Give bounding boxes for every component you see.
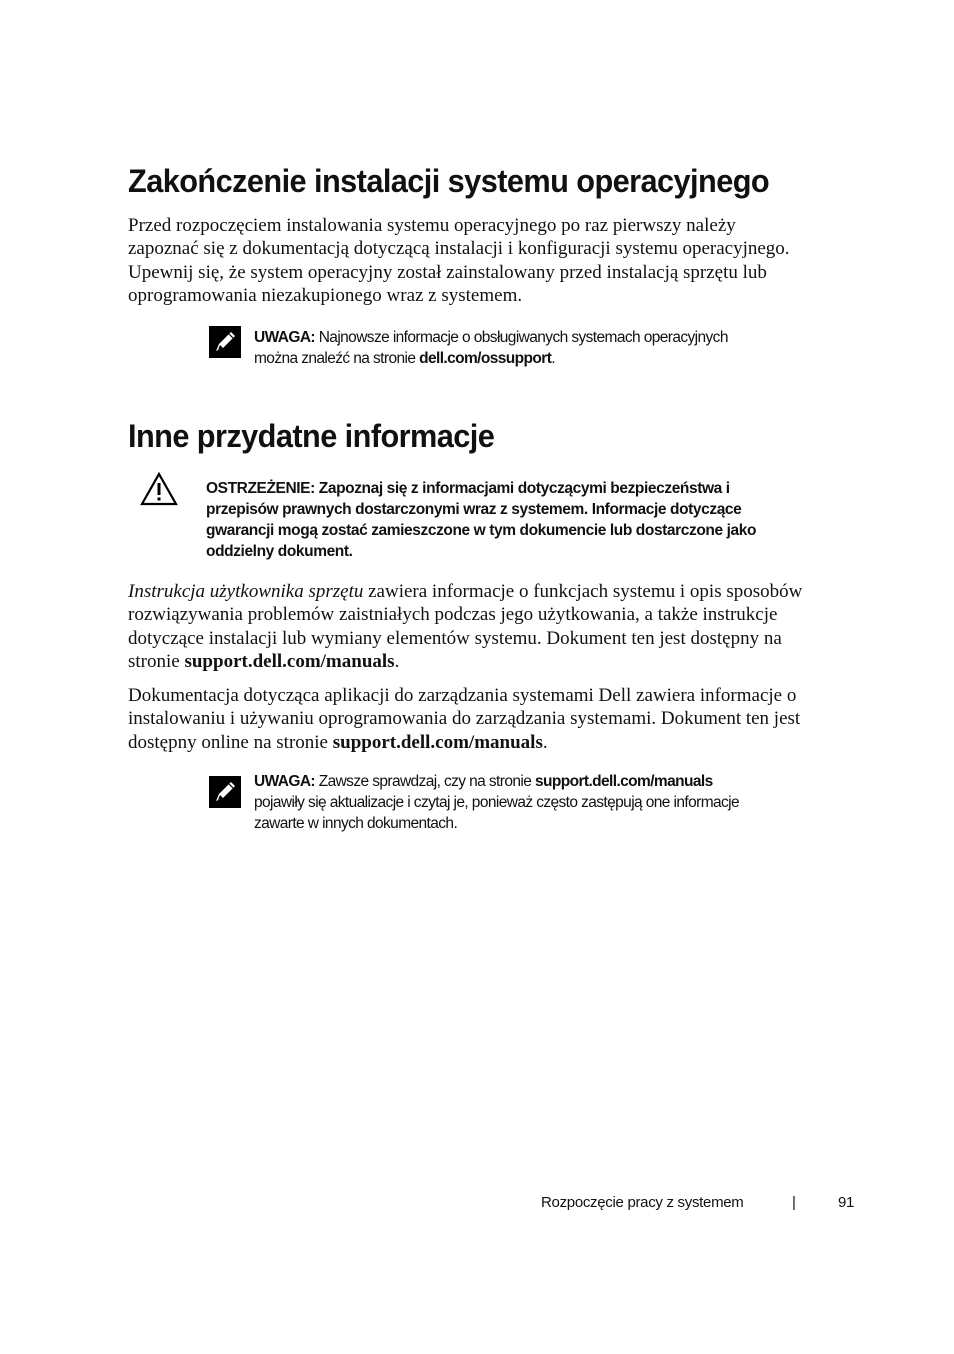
- note-label: UWAGA:: [254, 329, 315, 346]
- paragraph-line: oprogramowania niezakupionego wraz z systemem.: [128, 285, 523, 307]
- link-support-manuals[interactable]: support.dell.com/manuals: [332, 731, 543, 753]
- management-docs-paragraph: [128, 684, 860, 754]
- paragraph-line: Dokumentacja dotycząca aplikacji do zarządzania systemami Dell zawiera informacje o: [128, 685, 797, 706]
- paragraph-text: dostępny online na stronie: [128, 731, 333, 753]
- hardware-manual-paragraph: [128, 580, 860, 674]
- footer-separator: |: [792, 1194, 796, 1211]
- warning-line: OSTRZEŻENIE: Zapoznaj się z informacjami dotyczącymi bezpieczeństwa i: [206, 480, 730, 497]
- note-pencil-icon: [209, 326, 241, 358]
- warning-triangle-icon: [140, 472, 178, 506]
- note-line: zawarte w innych dokumentach.: [254, 815, 458, 832]
- note-pencil-icon: [209, 776, 241, 808]
- warning-line: oddzielny dokument.: [206, 543, 353, 560]
- paragraph-line: instalowaniu i używaniu oprogramowania do zarządzania systemami. Dokument ten jest: [128, 708, 801, 730]
- page-number: 91: [838, 1194, 855, 1211]
- paragraph-text: zawiera informacje o funkcjach systemu i opis sposobów: [363, 581, 803, 602]
- note-check-updates: [254, 771, 814, 834]
- manual-title: Instrukcja użytkownika sprzętu: [128, 581, 364, 602]
- note-text: Zawsze sprawdzaj, czy na stronie: [318, 773, 532, 790]
- note-text: .: [551, 350, 555, 367]
- section-heading-other-info: Inne przydatne informacje: [128, 418, 495, 454]
- footer-section-title: Rozpoczęcie pracy z systemem: [541, 1194, 744, 1211]
- paragraph-text: stronie: [128, 651, 185, 673]
- paragraph-line: zapoznać się z dokumentacją dotyczącą instalacji i konfiguracji systemu operacyjnego.: [128, 238, 790, 260]
- link-support-manuals[interactable]: support.dell.com/manuals: [534, 773, 713, 790]
- os-installation-paragraph: [128, 214, 860, 308]
- note-line: pojawiły się aktualizacje i czytaj je, ponieważ często zastępują one informacje: [254, 794, 740, 811]
- paragraph-line: Upewnij się, że system operacyjny został zainstalowany przed instalacją sprzętu lub: [128, 261, 767, 283]
- note-os-support: [254, 327, 814, 369]
- link-support-manuals[interactable]: support.dell.com/manuals: [184, 651, 395, 673]
- paragraph-line: rozwiązywania problemów zaistniałych podczas jego użytkowania, a także instrukcje: [128, 604, 778, 626]
- note-text: Najnowsze informacje o obsługiwanych systemach operacyjnych: [318, 329, 728, 346]
- section-heading-os-installation: Zakończenie instalacji systemu operacyjnego: [128, 163, 770, 199]
- warning-safety-info: [206, 478, 856, 562]
- note-text: można znaleźć na stronie: [254, 350, 416, 367]
- note-label: UWAGA:: [254, 773, 315, 790]
- paragraph-line: Przed rozpoczęciem instalowania systemu operacyjnego po raz pierwszy należy: [128, 215, 736, 236]
- warning-line: gwarancji mogą zostać zamieszczone w tym dokumencie lub dostarczone jako: [206, 522, 757, 539]
- paragraph-text: .: [542, 731, 548, 753]
- paragraph-text: .: [394, 651, 400, 673]
- warning-line: przepisów prawnych dostarczonymi wraz z systemem. Informacje dotyczące: [206, 501, 742, 518]
- link-os-support[interactable]: dell.com/ossupport: [419, 350, 552, 367]
- paragraph-line: dotyczące instalacji lub wymiany elementów systemu. Dokument ten jest dostępny na: [128, 627, 782, 649]
